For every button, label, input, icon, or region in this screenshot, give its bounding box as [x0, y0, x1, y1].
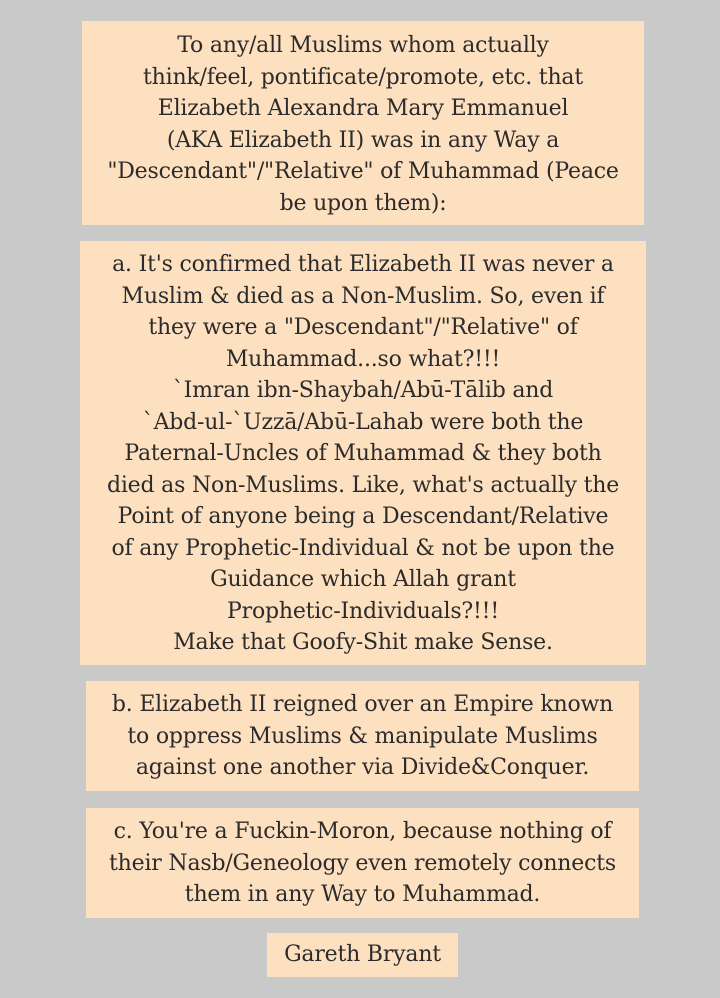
signature [267, 933, 458, 977]
point-a-line: Make that Goofy-Shit make Sense. [173, 630, 553, 655]
intro-line: be upon them): [279, 190, 447, 216]
intro-line: (AKA Elizabeth II) was in any Way a [166, 127, 560, 153]
point-a-line: Paternal-Uncles of Muhammad & they both [124, 441, 602, 466]
point-c-paragraph [86, 808, 639, 918]
point-b-paragraph [86, 681, 639, 791]
point-c-line: their Nasb/Geneology even remotely connects [109, 850, 616, 876]
point-a-line: of any Prophetic-Individual & not be upon the [111, 535, 615, 561]
point-a-line: Prophetic-Individuals?!!! [227, 598, 499, 624]
point-a-line: Muslim & died as a Non-Muslim. So, even if [121, 283, 605, 309]
intro-line: Elizabeth Alexandra Mary Emmanuel [157, 96, 569, 121]
intro-line: To any/all Muslims whom actually [177, 33, 549, 58]
point-b-line: b. Elizabeth II reigned over an Empire known [111, 692, 614, 717]
point-b-line: against one another via Divide&Conquer. [135, 755, 590, 780]
intro-paragraph [82, 21, 644, 225]
point-a-line: Point of anyone being a Descendant/Relative [117, 504, 609, 529]
signature-name: Gareth Bryant [284, 942, 441, 967]
point-a-line: Muhammad...so what?!!! [225, 346, 501, 372]
intro-line: think/feel, pontificate/promote, etc. that [143, 64, 583, 90]
intro-line: "Descendant"/"Relative" of Muhammad (Peace [107, 159, 619, 184]
point-a-line: `Imran ibn-Shaybah/Abū-Tālib and [172, 378, 554, 403]
point-c-line: c. You're a Fuckin-Moron, because nothing of [113, 819, 612, 844]
point-a-line: they were a "Descendant"/"Relative" of [148, 315, 578, 340]
point-a-line: Guidance which Allah grant [210, 567, 516, 592]
point-a-line: a. It's confirmed that Elizabeth II was never a [112, 252, 614, 277]
point-a-line: died as Non-Muslims. Like, what's actually the [106, 472, 620, 498]
point-c-line: them in any Way to Muhammad. [184, 882, 541, 907]
point-a-paragraph [80, 241, 646, 665]
point-b-line: to oppress Muslims & manipulate Muslims [127, 723, 598, 749]
point-a-line: `Abd-ul-`Uzzā/Abū-Lahab were both the [142, 409, 584, 435]
